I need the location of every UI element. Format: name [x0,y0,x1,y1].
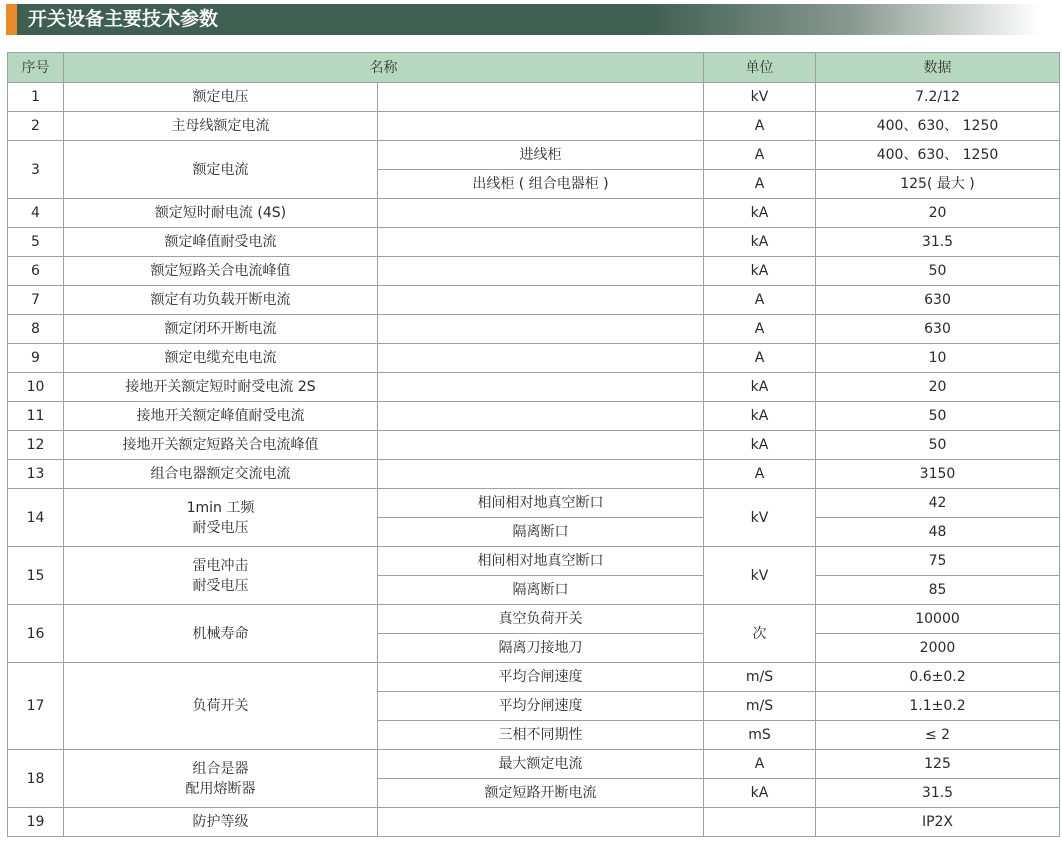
cell-no: 15 [8,547,64,605]
cell-name: 接地开关额定短时耐受电流 2S [64,373,378,402]
table-row [8,286,1060,315]
cell-unit: A [704,750,816,779]
table-row [8,750,1060,779]
cell-unit: kA [704,373,816,402]
cell-value: 1.1±0.2 [816,692,1060,721]
table-row [8,663,1060,692]
cell-unit: kA [704,228,816,257]
cell-name: 额定短时耐电流 (4S) [64,199,378,228]
cell-sub: 平均合闸速度 [378,663,704,692]
title-bar [6,4,1040,35]
cell-value: 31.5 [816,228,1060,257]
cell-sub [378,112,704,141]
cell-value: 630 [816,315,1060,344]
cell-no: 1 [8,83,64,112]
cell-value: 48 [816,518,1060,547]
cell-name: 接地开关额定短路关合电流峰值 [64,431,378,460]
title-accent-mark [6,4,17,35]
cell-sub [378,431,704,460]
cell-value: 50 [816,257,1060,286]
table-row [8,431,1060,460]
cell-sub: 隔离断口 [378,518,704,547]
cell-name: 额定短路关合电流峰值 [64,257,378,286]
cell-value: 10 [816,344,1060,373]
header-name: 名称 [64,53,704,83]
cell-sub [378,373,704,402]
cell-name-line2: 耐受电压 [192,577,249,594]
cell-sub [378,402,704,431]
cell-unit: mS [704,721,816,750]
table-row [8,112,1060,141]
table-row [8,344,1060,373]
cell-value: 20 [816,199,1060,228]
cell-sub: 三相不同期性 [378,721,704,750]
cell-sub: 真空负荷开关 [378,605,704,634]
cell-unit: kV [704,547,816,605]
cell-name: 接地开关额定峰值耐受电流 [64,402,378,431]
cell-name: 额定电缆充电电流 [64,344,378,373]
cell-unit: A [704,344,816,373]
cell-sub [378,808,704,837]
cell-name: 额定有功负载开断电流 [64,286,378,315]
cell-name: 组合电器额定交流电流 [64,460,378,489]
cell-unit: kV [704,83,816,112]
cell-sub [378,286,704,315]
cell-name: 机械寿命 [64,605,378,663]
table-row [8,402,1060,431]
cell-sub [378,83,704,112]
cell-unit: A [704,315,816,344]
cell-no: 16 [8,605,64,663]
cell-sub: 相间相对地真空断口 [378,489,704,518]
cell-unit: kA [704,431,816,460]
cell-no: 10 [8,373,64,402]
cell-unit: kA [704,402,816,431]
cell-unit: 次 [704,605,816,663]
cell-sub: 出线柜 ( 组合电器柜 ) [378,170,704,199]
cell-no: 17 [8,663,64,750]
table-row [8,605,1060,634]
cell-name-line2: 耐受电压 [192,519,249,536]
cell-value: 42 [816,489,1060,518]
cell-value: IP2X [816,808,1060,837]
cell-name-line1: 雷电冲击 [192,557,249,574]
header-value: 数据 [816,53,1060,83]
cell-name: 防护等级 [64,808,378,837]
cell-value: 10000 [816,605,1060,634]
cell-name: 额定闭环开断电流 [64,315,378,344]
cell-sub: 进线柜 [378,141,704,170]
cell-unit: m/S [704,692,816,721]
cell-no: 2 [8,112,64,141]
cell-value: 50 [816,402,1060,431]
header-no: 序号 [8,53,64,83]
table-row [8,83,1060,112]
cell-value: 2000 [816,634,1060,663]
cell-no: 18 [8,750,64,808]
cell-value: 50 [816,431,1060,460]
cell-sub: 最大额定电流 [378,750,704,779]
cell-name-line2: 配用熔断器 [185,780,256,797]
cell-unit: kA [704,779,816,808]
cell-no: 12 [8,431,64,460]
cell-name-line1: 1min 工频 [186,499,255,516]
cell-value: 20 [816,373,1060,402]
cell-sub [378,257,704,286]
cell-no: 4 [8,199,64,228]
cell-name-line1: 组合是器 [192,760,249,777]
table-row [8,257,1060,286]
cell-name: 额定峰值耐受电流 [64,228,378,257]
cell-unit: A [704,170,816,199]
cell-no: 8 [8,315,64,344]
cell-name [64,489,378,547]
cell-sub: 相间相对地真空断口 [378,547,704,576]
cell-no: 3 [8,141,64,199]
cell-value: 400、630、 1250 [816,112,1060,141]
page-title: 开关设备主要技术参数 [28,8,219,30]
cell-sub: 额定短路开断电流 [378,779,704,808]
cell-unit: kA [704,257,816,286]
cell-sub [378,228,704,257]
cell-unit: kV [704,489,816,547]
cell-no: 9 [8,344,64,373]
cell-value: 400、630、 1250 [816,141,1060,170]
cell-no: 19 [8,808,64,837]
cell-unit: kA [704,199,816,228]
spec-table [7,52,1060,837]
table-row [8,199,1060,228]
cell-no: 11 [8,402,64,431]
cell-value: 7.2/12 [816,83,1060,112]
cell-unit: A [704,286,816,315]
cell-unit: A [704,141,816,170]
table-row [8,460,1060,489]
cell-name: 主母线额定电流 [64,112,378,141]
cell-value: 630 [816,286,1060,315]
cell-value: 0.6±0.2 [816,663,1060,692]
cell-value: 85 [816,576,1060,605]
cell-no: 5 [8,228,64,257]
cell-name [64,750,378,808]
cell-no: 6 [8,257,64,286]
table-header-row [8,53,1060,83]
cell-sub [378,460,704,489]
cell-sub: 隔离刀接地刀 [378,634,704,663]
table-row [8,547,1060,576]
table-row [8,373,1060,402]
header-unit: 单位 [704,53,816,83]
table-row [8,228,1060,257]
cell-value: 75 [816,547,1060,576]
cell-unit: A [704,112,816,141]
cell-unit: m/S [704,663,816,692]
table-row [8,141,1060,170]
cell-name [64,547,378,605]
table-row [8,489,1060,518]
cell-name: 负荷开关 [64,663,378,750]
cell-sub [378,315,704,344]
cell-name: 额定电流 [64,141,378,199]
cell-sub [378,199,704,228]
cell-unit [704,808,816,837]
cell-no: 14 [8,489,64,547]
cell-value: 125( 最大 ) [816,170,1060,199]
cell-sub: 隔离断口 [378,576,704,605]
cell-unit: A [704,460,816,489]
cell-value: 31.5 [816,779,1060,808]
cell-value: 3150 [816,460,1060,489]
cell-value: ≤ 2 [816,721,1060,750]
cell-name: 额定电压 [64,83,378,112]
table-row [8,315,1060,344]
cell-value: 125 [816,750,1060,779]
cell-sub: 平均分闸速度 [378,692,704,721]
cell-no: 13 [8,460,64,489]
cell-sub [378,344,704,373]
cell-no: 7 [8,286,64,315]
table-row [8,808,1060,837]
